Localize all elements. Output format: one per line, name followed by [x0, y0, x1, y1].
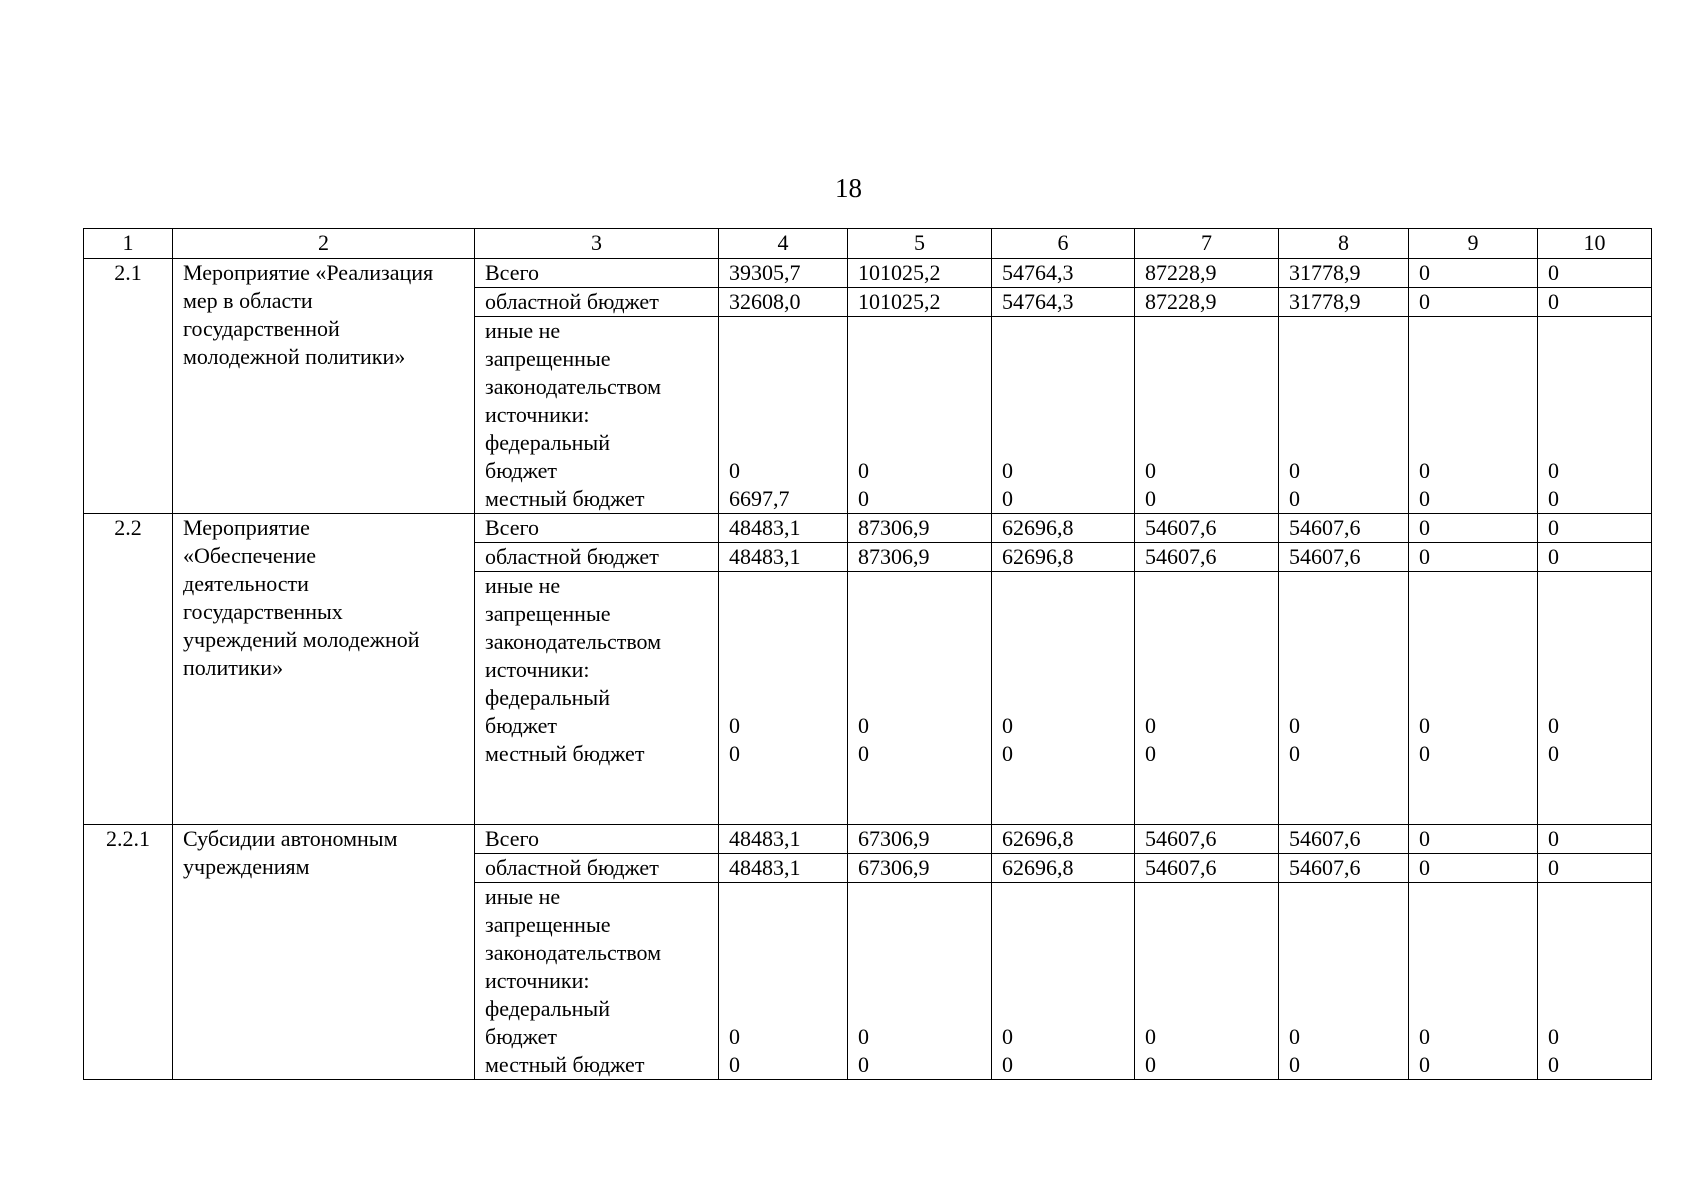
col-header: 7	[1135, 229, 1279, 259]
value-cell: 62696,8	[992, 854, 1135, 883]
other-sources-line: запрещенные	[485, 601, 611, 626]
local-value: 0	[1145, 486, 1156, 511]
section-number: 2.2.1	[84, 825, 173, 1080]
federal-value: 0	[1419, 713, 1430, 738]
other-sources-line: бюджет	[485, 1024, 557, 1049]
local-value: 0	[1419, 486, 1430, 511]
value-cell	[719, 883, 848, 1080]
other-sources-line: бюджет	[485, 713, 557, 738]
other-sources-line: местный бюджет	[485, 486, 645, 511]
value-cell	[1279, 883, 1409, 1080]
federal-value: 0	[1145, 1024, 1156, 1049]
section-name-line: учреждений молодежной	[183, 627, 420, 652]
local-value: 0	[858, 486, 869, 511]
col-header: 1	[84, 229, 173, 259]
value-cell: 54764,3	[992, 288, 1135, 317]
federal-value: 0	[1289, 713, 1300, 738]
local-value: 0	[1548, 741, 1559, 766]
budget-table	[83, 228, 1652, 1080]
section-name-line: молодежной политики»	[183, 344, 406, 369]
value-cell	[992, 572, 1135, 825]
value-cell: 67306,9	[848, 825, 992, 854]
other-sources-line: иные не	[485, 884, 561, 909]
value-cell: 48483,1	[719, 825, 848, 854]
col-header: 10	[1538, 229, 1652, 259]
local-value: 0	[1002, 1052, 1013, 1077]
row-label: областной бюджет	[475, 854, 719, 883]
section-name	[173, 259, 475, 514]
other-sources-label	[475, 317, 719, 514]
other-sources-line: федеральный	[485, 685, 610, 710]
federal-value: 0	[858, 713, 869, 738]
local-value: 0	[1002, 486, 1013, 511]
section-name-line: политики»	[183, 655, 284, 680]
value-cell	[719, 572, 848, 825]
federal-value: 0	[1289, 1024, 1300, 1049]
federal-value: 0	[1419, 458, 1430, 483]
value-cell	[848, 883, 992, 1080]
other-sources-line: иные не	[485, 573, 561, 598]
federal-value: 0	[1002, 713, 1013, 738]
section-name-line: Мероприятие «Реализация	[183, 260, 434, 285]
value-cell: 62696,8	[992, 543, 1135, 572]
other-sources-line: иные не	[485, 318, 561, 343]
value-cell	[1409, 883, 1538, 1080]
col-header: 2	[173, 229, 475, 259]
value-cell: 0	[1409, 854, 1538, 883]
local-value: 0	[1548, 1052, 1559, 1077]
value-cell: 0	[1538, 825, 1652, 854]
federal-value: 0	[1419, 1024, 1430, 1049]
federal-value: 0	[1548, 713, 1559, 738]
value-cell	[848, 317, 992, 514]
federal-value: 0	[1145, 713, 1156, 738]
value-cell: 48483,1	[719, 543, 848, 572]
value-cell: 87306,9	[848, 543, 992, 572]
value-cell: 54607,6	[1279, 543, 1409, 572]
value-cell	[1279, 572, 1409, 825]
header-row	[84, 229, 1652, 259]
federal-value: 0	[1002, 458, 1013, 483]
value-cell: 54607,6	[1135, 854, 1279, 883]
table-row	[84, 825, 1652, 854]
value-cell	[1538, 317, 1652, 514]
federal-value: 0	[1548, 458, 1559, 483]
other-sources-line: источники:	[485, 402, 590, 427]
value-cell	[1135, 572, 1279, 825]
local-value: 0	[1289, 741, 1300, 766]
value-cell	[1409, 317, 1538, 514]
value-cell: 54607,6	[1279, 514, 1409, 543]
value-cell	[848, 572, 992, 825]
other-sources-line: законодательством	[485, 374, 662, 399]
other-sources-line: федеральный	[485, 430, 610, 455]
value-cell: 48483,1	[719, 854, 848, 883]
value-cell	[1135, 317, 1279, 514]
value-cell: 0	[1538, 514, 1652, 543]
other-sources-line: источники:	[485, 968, 590, 993]
row-label: Всего	[475, 514, 719, 543]
value-cell: 0	[1409, 288, 1538, 317]
value-cell: 62696,8	[992, 825, 1135, 854]
other-sources-line: законодательством	[485, 940, 662, 965]
value-cell: 0	[1538, 288, 1652, 317]
value-cell: 0	[1409, 543, 1538, 572]
local-value: 0	[729, 741, 740, 766]
local-value: 0	[1548, 486, 1559, 511]
col-header: 6	[992, 229, 1135, 259]
row-label: областной бюджет	[475, 543, 719, 572]
federal-value: 0	[729, 713, 740, 738]
col-header: 5	[848, 229, 992, 259]
section-name	[173, 825, 475, 1080]
other-sources-label	[475, 883, 719, 1080]
local-value: 6697,7	[729, 486, 790, 511]
value-cell: 87228,9	[1135, 259, 1279, 288]
local-value: 0	[1145, 1052, 1156, 1077]
other-sources-line: бюджет	[485, 458, 557, 483]
section-name-line: государственной	[183, 316, 340, 341]
section-name	[173, 514, 475, 825]
value-cell: 0	[1538, 543, 1652, 572]
col-header: 3	[475, 229, 719, 259]
value-cell: 54607,6	[1135, 543, 1279, 572]
section-name-line: Субсидии автономным	[183, 826, 398, 851]
local-value: 0	[1419, 1052, 1430, 1077]
value-cell: 87306,9	[848, 514, 992, 543]
row-label: Всего	[475, 259, 719, 288]
other-sources-line: местный бюджет	[485, 741, 645, 766]
other-sources-line: источники:	[485, 657, 590, 682]
value-cell: 31778,9	[1279, 259, 1409, 288]
other-sources-line: законодательством	[485, 629, 662, 654]
value-cell	[992, 317, 1135, 514]
federal-value: 0	[858, 1024, 869, 1049]
section-name-line: учреждениям	[183, 854, 310, 879]
section-name-line: деятельности	[183, 571, 309, 596]
section-name-line: «Обеспечение	[183, 543, 316, 568]
value-cell: 0	[1409, 259, 1538, 288]
col-header: 8	[1279, 229, 1409, 259]
section-name-line: мер в области	[183, 288, 313, 313]
local-value: 0	[858, 741, 869, 766]
other-sources-line: запрещенные	[485, 912, 611, 937]
value-cell	[1538, 572, 1652, 825]
other-sources-line: федеральный	[485, 996, 610, 1021]
local-value: 0	[1419, 741, 1430, 766]
federal-value: 0	[1002, 1024, 1013, 1049]
value-cell: 101025,2	[848, 288, 992, 317]
row-label: областной бюджет	[475, 288, 719, 317]
value-cell: 0	[1409, 825, 1538, 854]
value-cell	[992, 883, 1135, 1080]
value-cell: 62696,8	[992, 514, 1135, 543]
other-sources-label	[475, 572, 719, 825]
federal-value: 0	[1548, 1024, 1559, 1049]
value-cell: 101025,2	[848, 259, 992, 288]
other-sources-line: местный бюджет	[485, 1052, 645, 1077]
federal-value: 0	[1289, 458, 1300, 483]
value-cell: 0	[1409, 514, 1538, 543]
value-cell	[719, 317, 848, 514]
page-number: 18	[835, 173, 862, 203]
section-name-line: Мероприятие	[183, 515, 310, 540]
value-cell: 54607,6	[1279, 854, 1409, 883]
value-cell: 0	[1538, 854, 1652, 883]
value-cell: 0	[1538, 259, 1652, 288]
section-number: 2.1	[84, 259, 173, 514]
local-value: 0	[729, 1052, 740, 1077]
value-cell: 54607,6	[1135, 514, 1279, 543]
value-cell: 31778,9	[1279, 288, 1409, 317]
local-value: 0	[1145, 741, 1156, 766]
value-cell: 39305,7	[719, 259, 848, 288]
value-cell	[1538, 883, 1652, 1080]
value-cell	[1409, 572, 1538, 825]
federal-value: 0	[858, 458, 869, 483]
federal-value: 0	[729, 1024, 740, 1049]
local-value: 0	[1289, 1052, 1300, 1077]
col-header: 4	[719, 229, 848, 259]
local-value: 0	[858, 1052, 869, 1077]
local-value: 0	[1289, 486, 1300, 511]
federal-value: 0	[729, 458, 740, 483]
table-row	[84, 514, 1652, 543]
section-number: 2.2	[84, 514, 173, 825]
table-body	[84, 259, 1652, 1080]
value-cell: 54607,6	[1279, 825, 1409, 854]
value-cell	[1279, 317, 1409, 514]
value-cell: 48483,1	[719, 514, 848, 543]
other-sources-line: запрещенные	[485, 346, 611, 371]
value-cell: 54764,3	[992, 259, 1135, 288]
value-cell: 87228,9	[1135, 288, 1279, 317]
row-label: Всего	[475, 825, 719, 854]
section-name-line: государственных	[183, 599, 343, 624]
value-cell: 67306,9	[848, 854, 992, 883]
value-cell: 54607,6	[1135, 825, 1279, 854]
col-header: 9	[1409, 229, 1538, 259]
federal-value: 0	[1145, 458, 1156, 483]
value-cell	[1135, 883, 1279, 1080]
value-cell: 32608,0	[719, 288, 848, 317]
table-row	[84, 259, 1652, 288]
local-value: 0	[1002, 741, 1013, 766]
